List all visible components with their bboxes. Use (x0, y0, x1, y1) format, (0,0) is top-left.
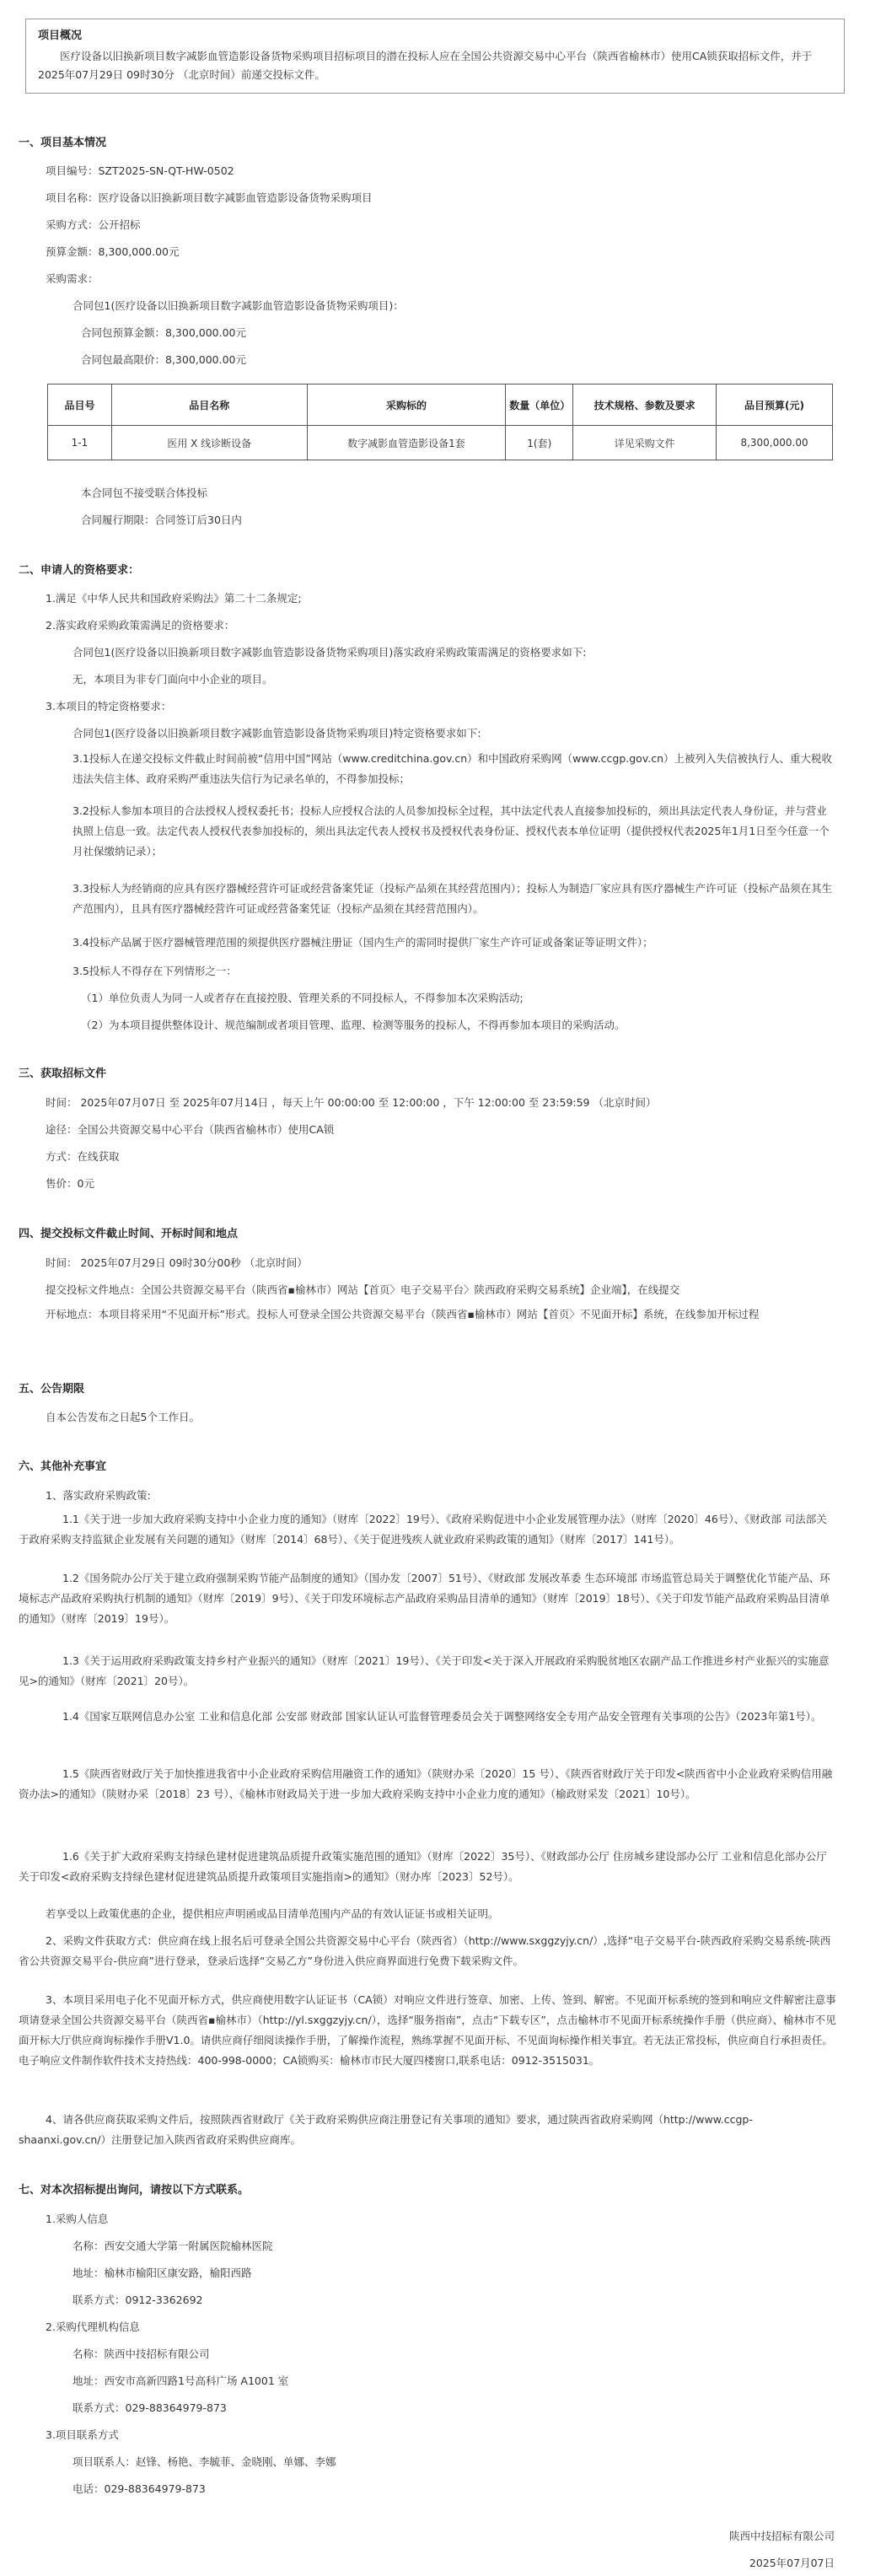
no-consortium-note: 本合同包不接受联合体投标 (81, 487, 208, 499)
section-6-title: 六、其他补充事宜 (19, 1460, 107, 1473)
supplier-registration-note: 4、请各供应商获取采购文件后，按照陕西省财政厅《关于政府采购供应商注册登记有关事项的通知》要求，通过陕西省政府采购网（http://www.ccgp-shaanxi.gov.cn/）注册登记加入陕西省政府采购供应商库。 (19, 2113, 753, 2146)
signature-organization: 陕西中技招标有限公司 (728, 2530, 835, 2542)
qualification-3-5-1: （1）单位负责人为同一人或者存在直接控股、管理关系的不同投标人，不得参加本次采购活动; (81, 992, 524, 1004)
table-header-cell: 品目预算(元) (717, 385, 833, 426)
obtain-time: 时间： 2025年07月07日 至 2025年07月14日 ，每天上午 00:00:00 至 12:00:00 ，下午 12:00:00 至 23:59:59 （北京时间） (46, 1096, 657, 1109)
qualification-3-2: 3.2投标人参加本项目的合法授权人授权委托书；投标人应授权合法的人员参加投标全过程，其中法定代表人直接参加投标的，须出具法定代表人身份证，并与营业执照上信息一致。法定代表人授权代表参加投标的，须出具法定代表人授权书及授权代表身份证、授权代表本单位证明（提供授权代表2025年1月1日至今任意一个月社保缴纳记录）； (72, 804, 830, 858)
bid-items-table (47, 384, 833, 460)
qualification-3: 3.本项目的特定资格要求： (46, 700, 172, 713)
package-budget: 合同包预算金额：8,300,000.00元 (81, 326, 246, 339)
table-cell: 详见采购文件 (573, 426, 717, 460)
agency-name: 名称：陕西中技招标有限公司 (72, 2347, 210, 2360)
package-max-price: 合同包最高限价：8,300,000.00元 (81, 353, 246, 366)
contact-heading: 3.项目联系方式 (46, 2428, 119, 2441)
policy-1-6: 1.6《关于扩大政府采购支持绿色建材促进建筑品质提升政策实施范围的通知》（财库〔2022〕35号）、《财政部办公厅 住房城乡建设部办公厅 工业和信息化部办公厅关于印发<政府采购支持绿色建材促进建筑品质提升政策项目实施指南>的通知》（财办库〔2023〕52号）。 (19, 1850, 827, 1883)
policy-note: 若享受以上政策优惠的企业，提供相应声明函或品目清单范围内产品的有效认证证书或相关证明。 (46, 1907, 499, 1920)
submit-location: 提交投标文件地点：全国公共资源交易平台（陕西省▪榆林市）网站【首页〉电子交易平台〉陕西政府采购交易系统】企业端】，在线提交 (46, 1283, 680, 1296)
electronic-bidding-note: 3、本项目采用电子化不见面开标方式，供应商使用数字认证证书（CA锁）对响应文件进行签章、加密、上传、签到、解密。不见面开标系统的签到和响应文件解密注意事项请登录全国公共资源交易平台（陕西省▪榆林市）（http://yl.sxggzyjy.cn/），选择“服务指南”，点击“下载专区”，点击榆林市不见面开标系统操作手册（供应商）、榆林市不见面开标大厅供应商询标操作手册V1.0。请供应商仔细阅读操作手册，了解操作流程，熟练掌握不见面开标、不见面询标操作相关事宜。若无法正常投标，供应商自行承担责任。电子响应文件制作软件技术支持热线：400-998-0000；CA锁购买：榆林市市民大厦四楼窗口,联系电话：0912-3515031。 (19, 1993, 836, 2067)
contact-people: 项目联系人：赵锋、杨艳、李毓菲、金晓刚、单娜、李娜 (72, 2455, 336, 2468)
policy-1-3: 1.3《关于运用政府采购政策支持乡村产业振兴的通知》（财库〔2021〕19号）、《关于印发<关于深入开展政府采购脱贫地区农副产品工作推进乡村产业振兴的实施意见>的通知》（财库〔2021〕20号）。 (19, 1654, 830, 1687)
policy-1-2: 1.2《国务院办公厅关于建立政府强制采购节能产品制度的通知》（国办发〔2007〕51号）、《财政部 发展改革委 生态环境部 市场监管总局关于调整优化节能产品、环境标志产品政府采购执行机制的通知》（财库〔2019〕9号）、《关于印发环境标志产品政府采购品目清单的通知》（财库〔2019〕18号）、《关于印发节能产品政府采购品目清单的通知》（财库〔2019〕19号）。 (19, 1572, 830, 1625)
signature-date: 2025年07月07日 (749, 2557, 835, 2569)
project-number: 项目编号：SZT2025-SN-QT-HW-0502 (46, 164, 234, 177)
contract-package: 合同包1(医疗设备以旧换新项目数字减影血管造影设备货物采购项目)： (72, 299, 404, 312)
qualification-3-5-2: （2）为本项目提供整体设计、规范编制或者项目管理、监理、检测等服务的投标人，不得再参加本项目的采购活动。 (81, 1019, 626, 1031)
qualification-3-3: 3.3投标人为经销商的应具有医疗器械经营许可证或经营备案凭证（投标产品须在其经营范围内）；投标人为制造厂家应具有医疗器械生产许可证（投标产品须在其生产范围内），且具有医疗器械经营许可证或经营备案凭证（投标产品须在其经营范围内）。 (72, 882, 833, 915)
procurement-demand: 采购需求： (46, 272, 99, 285)
table-cell: 8,300,000.00 (717, 426, 833, 460)
agency-address: 地址：西安市高新四路1号高科广场 A1001 室 (72, 2374, 289, 2387)
table-header-cell: 数量（单位） (506, 385, 573, 426)
purchaser-heading: 1.采购人信息 (46, 2213, 109, 2225)
table-header-row (48, 385, 833, 426)
qualification-3-1: 3.1投标人在递交投标文件截止时间前被“信用中国”网站（www.creditchina.gov.cn）和中国政府采购网（www.ccgp.gov.cn）上被列入失信被执行人、重大税收违法失信主体、政府采购严重违法失信行为记录名单的，不得参加投标； (72, 752, 833, 785)
agency-phone: 联系方式：029-88364979-873 (72, 2401, 227, 2414)
table-header-cell: 技术规格、参数及要求 (573, 385, 717, 426)
contract-period: 合同履行期限：合同签订后30日内 (81, 514, 242, 526)
budget-amount: 预算金额：8,300,000.00元 (46, 245, 180, 258)
opening-location: 开标地点：本项目将采用“不见面开标”形式。投标人可登录全国公共资源交易平台（陕西省▪榆林市）网站【首页〉不见面开标】系统，在线参加开标过程 (46, 1308, 760, 1320)
section-2-title: 二、申请人的资格要求： (19, 564, 140, 577)
policy-1-5: 1.5《陕西省财政厅关于加快推进我省中小企业政府采购信用融资工作的通知》（陕财办采〔2020〕15 号）、《陕西省财政厅关于印发<陕西省中小企业政府采购信用融资办法>的通知》（陕财办采〔2018〕23 号）、《榆林市财政局关于进一步加大政府采购支持中小企业力度的通知》（榆政财采发〔2021〕10号）。 (19, 1767, 833, 1800)
purchaser-address: 地址：榆林市榆阳区康安路，榆阳西路 (72, 2267, 252, 2279)
table-cell: 医用 X 线诊断设备 (111, 426, 307, 460)
qualification-2: 2.落实政府采购政策需满足的资格要求： (46, 619, 235, 632)
document-price: 售价：0元 (46, 1177, 94, 1190)
document-acquisition: 2、采购文件获取方式：供应商在线上报名后可登录全国公共资源交易中心平台（陕西省）（http://www.sxggzyjy.cn/）,选择“电子交易平台-陕西政府采购交易系统-陕西省公共资源交易平台-供应商”进行登录，登录后选择“交易乙方”身份进入供应商界面进行免费下载采购文件。 (19, 1934, 831, 1967)
section-1-title: 一、项目基本情况 (19, 137, 107, 149)
table-cell: 1(套) (506, 426, 573, 460)
contact-phone: 电话：029-88364979-873 (72, 2482, 206, 2495)
notice-period: 自本公告发布之日起5个工作日。 (46, 1411, 200, 1423)
table-header-cell: 品目名称 (111, 385, 307, 426)
table-cell: 数字减影血管造影设备1套 (307, 426, 506, 460)
qualification-3-5: 3.5投标人不得存在下列情形之一： (72, 965, 237, 977)
obtain-way: 途径：全国公共资源交易中心平台（陕西省榆林市）使用CA锁 (46, 1123, 335, 1136)
deadline-time: 时间： 2025年07月29日 09时30分00秒 （北京时间） (46, 1256, 308, 1269)
qualification-2b: 无，本项目为非专门面向中小企业的项目。 (72, 673, 273, 686)
table-row (48, 426, 833, 460)
purchaser-phone: 联系方式：0912-3362692 (72, 2294, 203, 2306)
procurement-method: 采购方式：公开招标 (46, 218, 141, 231)
qualification-1: 1.满足《中华人民共和国政府采购法》第二十二条规定; (46, 592, 302, 605)
policy-1-1: 1.1《关于进一步加大政府采购支持中小企业力度的通知》（财库〔2022〕19号）、《政府采购促进中小企业发展管理办法》（财库〔2020〕46号）、《财政部 司法部关于政府采购支持监狱企业发展有关问题的通知》（财库〔2014〕68号）、《关于促进残疾人就业政府采购政策的通知》（财库〔2017〕141号）。 (19, 1513, 827, 1546)
qualification-3a: 合同包1(医疗设备以旧换新项目数字减影血管造影设备货物采购项目)特定资格要求如下: (72, 727, 481, 739)
project-name: 项目名称：医疗设备以旧换新项目数字减影血管造影设备货物采购项目 (46, 191, 373, 204)
policy-1-4: 1.4《国家互联网信息办公室 工业和信息化部 公安部 财政部 国家认证认可监督管理委员会关于调整网络安全专用产品安全管理有关事项的公告》（2023年第1号）。 (62, 1710, 822, 1723)
qualification-2a: 合同包1(医疗设备以旧换新项目数字减影血管造影设备货物采购项目)落实政府采购政策需满足的资格要求如下: (72, 646, 587, 659)
policy-heading: 1、落实政府采购政策: (46, 1489, 151, 1502)
purchaser-name: 名称：西安交通大学第一附属医院榆林医院 (72, 2240, 273, 2252)
project-overview-box (25, 19, 845, 94)
table-header-cell: 品目号 (48, 385, 112, 426)
table-cell: 1-1 (48, 426, 112, 460)
section-4-title: 四、提交投标文件截止时间、开标时间和地点 (19, 1228, 239, 1240)
section-3-title: 三、获取招标文件 (19, 1068, 107, 1080)
table-header-cell: 采购标的 (307, 385, 506, 426)
section-5-title: 五、公告期限 (19, 1383, 85, 1396)
obtain-mode: 方式：在线获取 (46, 1150, 120, 1163)
section-7-title: 七、对本次招标提出询问，请按以下方式联系。 (19, 2184, 250, 2197)
overview-text: 医疗设备以旧换新项目数字减影血管造影设备货物采购项目招标项目的潜在投标人应在全国公共资源交易中心平台（陕西省榆林市）使用CA锁获取招标文件，并于 2025年07月29日 09时30分 （北京时间）前递交投标文件。 (38, 50, 813, 81)
agency-heading: 2.采购代理机构信息 (46, 2321, 140, 2333)
overview-title: 项目概况 (38, 30, 83, 42)
qualification-3-4: 3.4投标产品属于医疗器械管理范围的须提供医疗器械注册证（国内生产的需同时提供厂家生产许可证或备案证等证明文件）； (72, 936, 653, 949)
